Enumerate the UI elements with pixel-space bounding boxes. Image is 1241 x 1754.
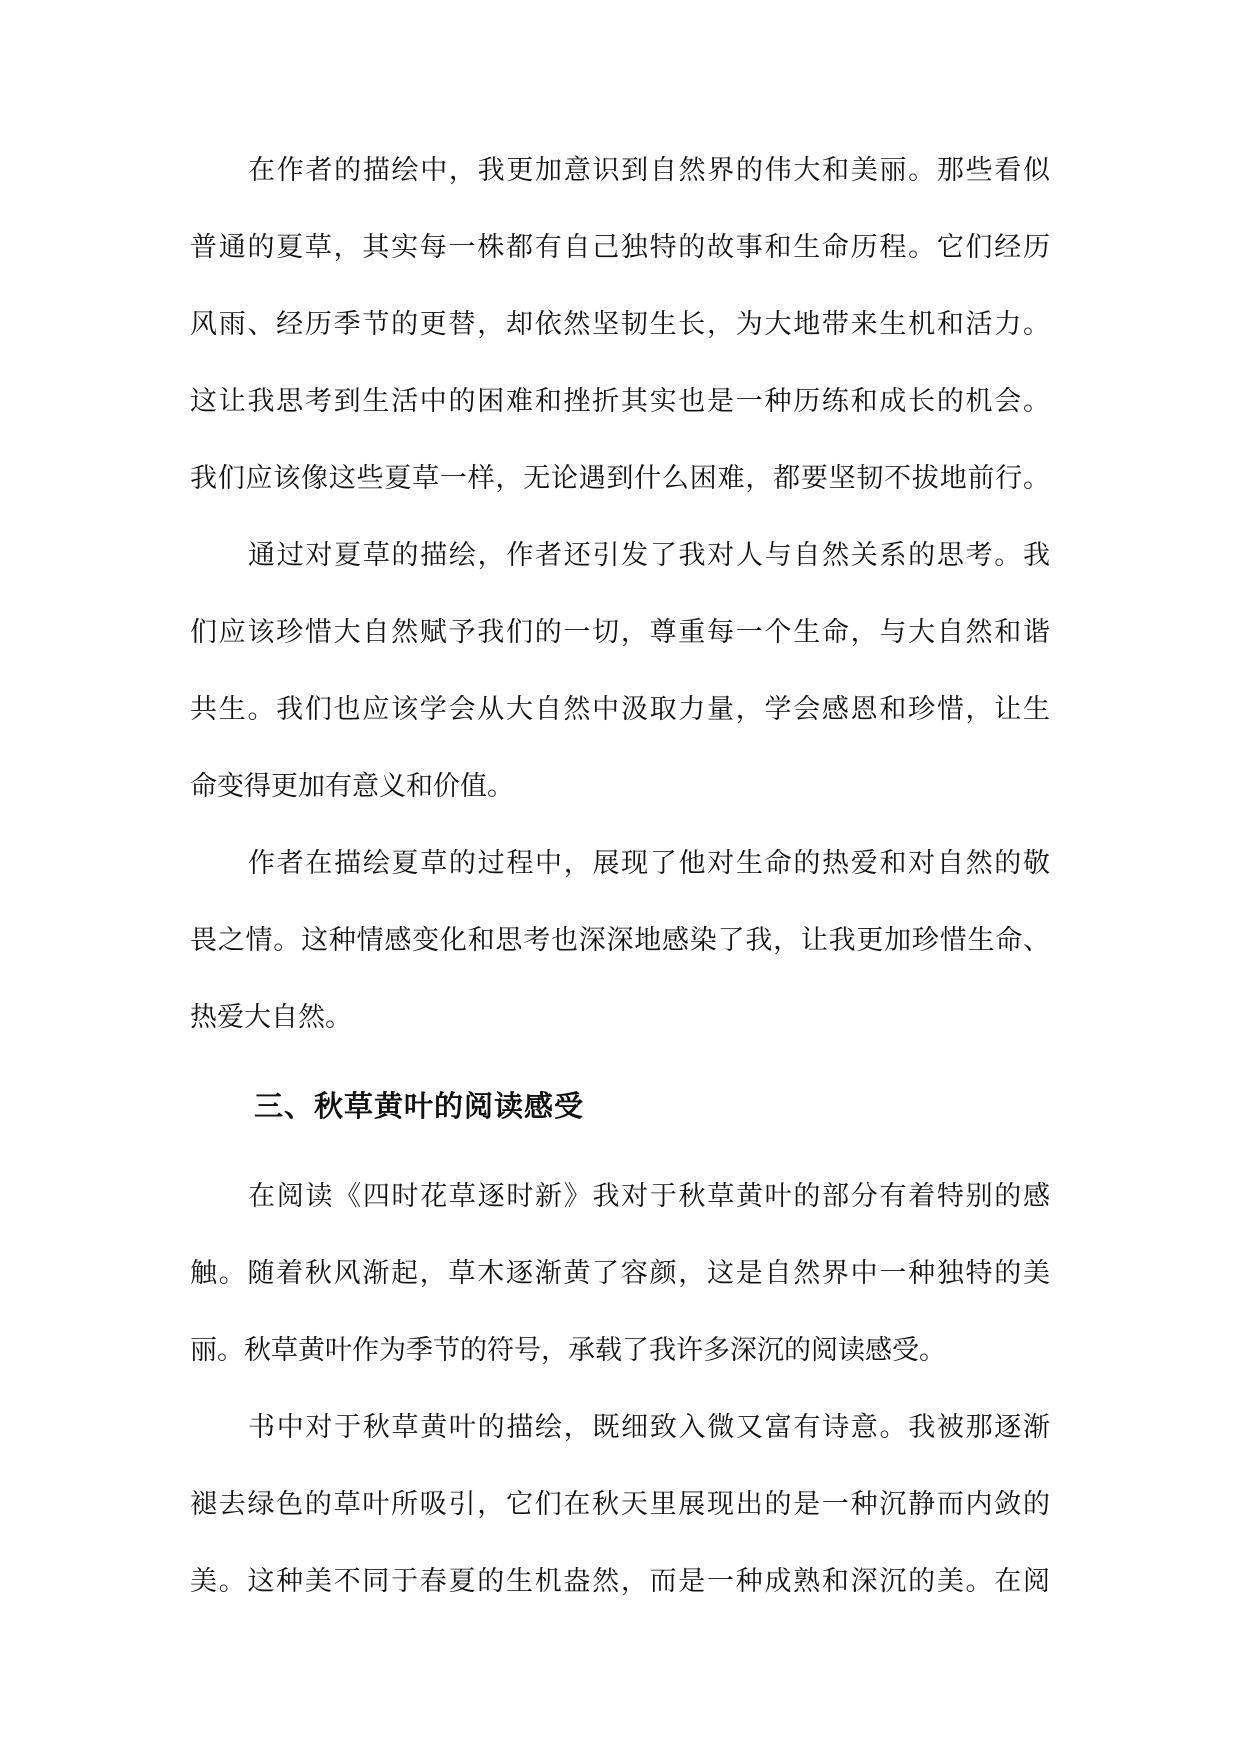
paragraph-2-line-4: 命变得更加有意义和价值。 [190, 771, 514, 802]
paragraph-2-line-2: 们应该珍惜大自然赋予我们的一切，尊重每一个生命，与大自然和谐 [190, 617, 1050, 648]
paragraph-4-line-2: 触。随着秋风渐起，草木逐渐黄了容颜，这是自然界中一种独特的美 [190, 1258, 1050, 1289]
paragraph-1-line-2: 普通的夏草，其实每一株都有自己独特的故事和生命历程。它们经历 [190, 232, 1050, 263]
paragraph-4-line-3: 丽。秋草黄叶作为季节的符号，承载了我许多深沉的阅读感受。 [190, 1335, 946, 1366]
paragraph-1-line-1: 在作者的描绘中，我更加意识到自然界的伟大和美丽。那些看似 [248, 155, 1050, 186]
paragraph-3-line-2: 畏之情。这种情感变化和思考也深深地感染了我，让我更加珍惜生命、 [190, 925, 1050, 956]
paragraph-5-line-1: 书中对于秋草黄叶的描绘，既细致入微又富有诗意。我被那逐渐 [248, 1412, 1050, 1443]
paragraph-1-line-5: 我们应该像这些夏草一样，无论遇到什么困难，都要坚韧不拔地前行。 [190, 463, 1050, 494]
paragraph-3-line-1: 作者在描绘夏草的过程中，展现了他对生命的热爱和对自然的敬 [248, 848, 1050, 879]
paragraph-2-line-1: 通过对夏草的描绘，作者还引发了我对人与自然关系的思考。我 [248, 540, 1050, 571]
paragraph-3-line-3: 热爱大自然。 [190, 1002, 352, 1033]
paragraph-5-line-2: 褪去绿色的草叶所吸引，它们在秋天里展现出的是一种沉静而内敛的 [190, 1489, 1050, 1520]
paragraph-5-line-3: 美。这种美不同于春夏的生机盎然，而是一种成熟和深沉的美。在阅 [190, 1566, 1050, 1597]
paragraph-1-line-3: 风雨、经历季节的更替，却依然坚韧生长，为大地带来生机和活力。 [190, 309, 1050, 340]
paragraph-1-line-4: 这让我思考到生活中的困难和挫折其实也是一种历练和成长的机会。 [190, 386, 1050, 417]
paragraph-4-line-1: 在阅读《四时花草逐时新》我对于秋草黄叶的部分有着特别的感 [248, 1181, 1050, 1212]
paragraph-2-line-3: 共生。我们也应该学会从大自然中汲取力量，学会感恩和珍惜，让生 [190, 694, 1050, 725]
section-heading: 三、秋草黄叶的阅读感受 [254, 1089, 585, 1123]
